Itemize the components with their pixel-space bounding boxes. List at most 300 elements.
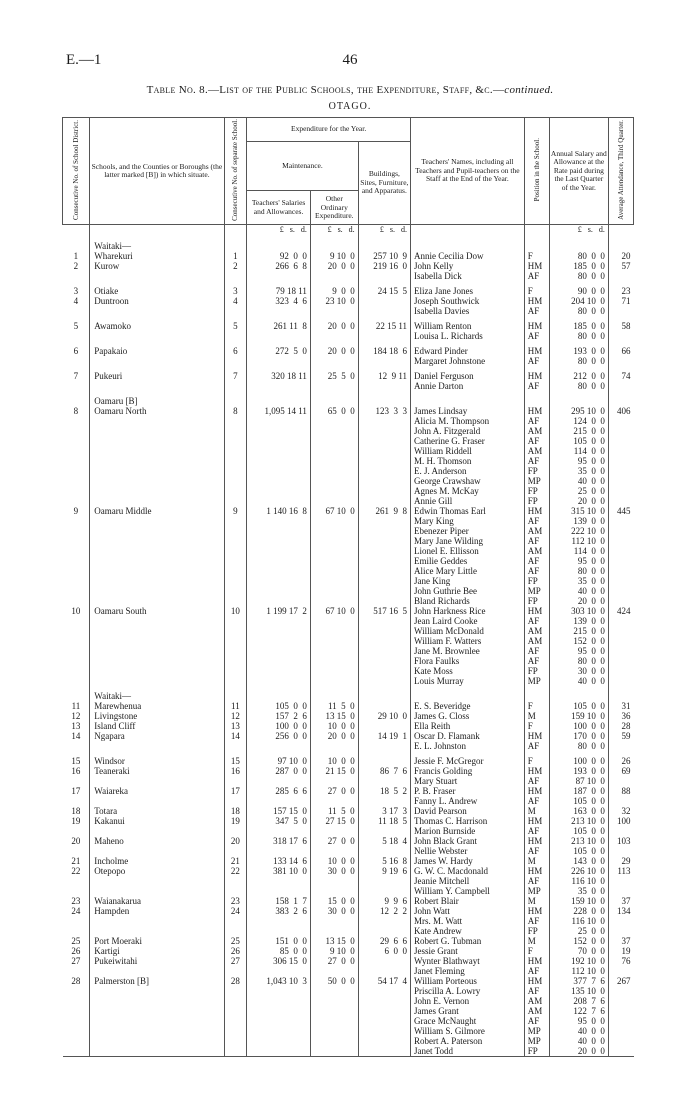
buildings-expenditure: 517 16 5 [358, 606, 410, 616]
header-annual-salary: Annual Salary and Allowance at the Rate paid during the Last Quarter of the Year. [549, 118, 608, 225]
teacher-name [411, 235, 525, 251]
header-attendance: Average Attendance, Third Quarter. [608, 118, 633, 225]
table-row [63, 235, 634, 251]
annual-salary: 143 0 0 [549, 856, 608, 866]
school-name [90, 916, 224, 926]
other-expenditure [310, 416, 358, 426]
annual-salary: 112 10 0 [549, 536, 608, 546]
annual-salary: 116 10 0 [549, 916, 608, 926]
teachers-salaries [247, 1026, 311, 1036]
teacher-position: HM [524, 506, 549, 516]
other-expenditure: 10 0 0 [310, 721, 358, 731]
teacher-name: Jean Laird Cooke [411, 616, 525, 626]
teacher-name: Nellie Webster [411, 846, 525, 856]
consecutive-number [63, 996, 90, 1006]
table-row [63, 846, 634, 856]
teacher-name [411, 686, 525, 701]
separate-school-number [224, 776, 247, 786]
table-row [63, 816, 634, 826]
school-name: Otiake [90, 281, 224, 296]
separate-school-number [224, 966, 247, 976]
school-name: Papakaio [90, 341, 224, 356]
teachers-salaries [247, 546, 311, 556]
consecutive-number: 20 [71, 836, 81, 847]
annual-salary: 20 0 0 [549, 596, 608, 606]
teacher-position: AF [524, 436, 549, 446]
separate-school-number: 21 [224, 856, 247, 866]
teacher-name: Janet Todd [411, 1046, 525, 1057]
school-name [90, 586, 224, 596]
table-row [63, 966, 634, 976]
teachers-salaries [247, 741, 311, 751]
buildings-expenditure [358, 886, 410, 896]
consecutive-number: 13 [71, 721, 81, 732]
consecutive-number [63, 416, 90, 426]
annual-salary: 187 0 0 [549, 786, 608, 796]
separate-school-number [224, 1036, 247, 1046]
annual-salary: 215 0 0 [549, 426, 608, 436]
table-row [63, 476, 634, 486]
separate-school-number [224, 426, 247, 436]
table-row [63, 331, 634, 341]
annual-salary: 112 10 0 [549, 966, 608, 976]
teacher-position: F [524, 751, 549, 766]
other-expenditure: 67 10 0 [310, 606, 358, 616]
teacher-name: P. B. Fraser [411, 786, 525, 796]
teacher-position: HM [524, 606, 549, 616]
teachers-salaries [247, 391, 311, 406]
teachers-salaries [247, 446, 311, 456]
teacher-name: Agnes M. McKay [411, 486, 525, 496]
teacher-position: HM [524, 261, 549, 271]
average-attendance [608, 436, 633, 446]
teachers-salaries [247, 1016, 311, 1026]
table-row [63, 856, 634, 866]
separate-school-number: 10 [224, 606, 247, 616]
separate-school-number [224, 356, 247, 366]
school-name: Waiareka [90, 786, 224, 796]
average-attendance: 26 [608, 751, 633, 766]
header-position: Position in the School. [524, 118, 549, 225]
buildings-expenditure [358, 356, 410, 366]
buildings-expenditure: 6 0 0 [358, 946, 410, 956]
annual-salary: 105 0 0 [549, 846, 608, 856]
teachers-salaries: 1,043 10 3 [247, 976, 311, 986]
buildings-expenditure [358, 426, 410, 436]
school-name [90, 566, 224, 576]
teachers-salaries [247, 586, 311, 596]
annual-salary: 105 0 0 [549, 826, 608, 836]
annual-salary: 114 0 0 [549, 546, 608, 556]
separate-school-number [224, 876, 247, 886]
other-expenditure [310, 566, 358, 576]
teachers-salaries [247, 676, 311, 686]
average-attendance: 20 [608, 251, 633, 261]
school-name [90, 1036, 224, 1046]
teacher-position: AF [524, 306, 549, 316]
teachers-salaries [247, 626, 311, 636]
school-name: Totara [90, 806, 224, 816]
average-attendance [608, 741, 633, 751]
separate-school-number [224, 916, 247, 926]
annual-salary: 40 0 0 [549, 476, 608, 486]
teachers-salaries [247, 235, 311, 251]
teacher-name: James Lindsay [411, 406, 525, 416]
other-expenditure [310, 486, 358, 496]
consecutive-number [63, 486, 90, 496]
school-name [90, 636, 224, 646]
buildings-expenditure [358, 271, 410, 281]
separate-school-number: 3 [224, 281, 247, 296]
annual-salary: 100 0 0 [549, 721, 608, 731]
other-expenditure [310, 356, 358, 366]
consecutive-number [63, 1026, 90, 1036]
other-expenditure [310, 526, 358, 536]
consecutive-number [63, 586, 90, 596]
buildings-expenditure [358, 536, 410, 546]
table-title [0, 84, 700, 96]
teacher-name: Isabella Davies [411, 306, 525, 316]
school-name [90, 306, 224, 316]
separate-school-number [224, 686, 247, 701]
school-name [90, 546, 224, 556]
buildings-expenditure [358, 1016, 410, 1026]
separate-school-number [224, 566, 247, 576]
consecutive-number [63, 566, 90, 576]
currency-salaries: £ s. d. [247, 225, 311, 236]
other-expenditure: 9 10 0 [310, 251, 358, 261]
table-row [63, 916, 634, 926]
table-title-continued: continued. [504, 84, 554, 96]
average-attendance [608, 656, 633, 666]
teacher-position: AM [524, 526, 549, 536]
teacher-name: John Black Grant [411, 836, 525, 846]
annual-salary: 30 0 0 [549, 666, 608, 676]
teacher-name: Bland Richards [411, 596, 525, 606]
school-name: Hampden [90, 906, 224, 916]
separate-school-number [224, 796, 247, 806]
other-expenditure: 11 5 0 [310, 806, 358, 816]
table-row [63, 986, 634, 996]
teacher-name: Fanny L. Andrew [411, 796, 525, 806]
teachers-salaries [247, 1006, 311, 1016]
school-name: Marewhenua [90, 701, 224, 711]
table-row [63, 356, 634, 366]
teachers-salaries [247, 436, 311, 446]
teacher-name: John Kelly [411, 261, 525, 271]
average-attendance: 76 [608, 956, 633, 966]
consecutive-number: 14 [71, 731, 81, 742]
school-name: Maheno [90, 836, 224, 846]
teacher-name: Annie Darton [411, 381, 525, 391]
other-expenditure: 27 0 0 [310, 956, 358, 966]
average-attendance [608, 391, 633, 406]
average-attendance [608, 235, 633, 251]
table-row [63, 946, 634, 956]
teacher-position: AF [524, 1016, 549, 1026]
buildings-expenditure [358, 1036, 410, 1046]
school-name [90, 526, 224, 536]
table-row [63, 1026, 634, 1036]
table-title-main: Table No. 8.—List of the Public Schools, the Expenditure, Staff, &c.— [146, 84, 505, 96]
table-row [63, 536, 634, 546]
annual-salary: 25 0 0 [549, 926, 608, 936]
teacher-position: HM [524, 406, 549, 416]
annual-salary: 295 10 0 [549, 406, 608, 416]
teachers-salaries [247, 996, 311, 1006]
annual-salary: 25 0 0 [549, 486, 608, 496]
annual-salary: 40 0 0 [549, 586, 608, 596]
average-attendance [608, 636, 633, 646]
average-attendance [608, 426, 633, 436]
average-attendance: 69 [608, 766, 633, 776]
teacher-position: AM [524, 626, 549, 636]
average-attendance: 113 [608, 866, 633, 876]
consecutive-number [63, 516, 90, 526]
annual-salary: 222 10 0 [549, 526, 608, 536]
consecutive-number [63, 1046, 90, 1057]
annual-salary: 80 0 0 [549, 271, 608, 281]
school-name: Pukeuri [90, 366, 224, 381]
separate-school-number [224, 486, 247, 496]
separate-school-number [224, 676, 247, 686]
buildings-expenditure [358, 556, 410, 566]
teacher-name: James Grant [411, 1006, 525, 1016]
average-attendance: 37 [608, 936, 633, 946]
teacher-name: E. L. Johnston [411, 741, 525, 751]
teacher-name: William S. Gilmore [411, 1026, 525, 1036]
separate-school-number [224, 331, 247, 341]
teacher-name: Jessie Grant [411, 946, 525, 956]
other-expenditure [310, 306, 358, 316]
teacher-name: John Watt [411, 906, 525, 916]
table-row [63, 251, 634, 261]
buildings-expenditure [358, 416, 410, 426]
separate-school-number: 16 [224, 766, 247, 776]
other-expenditure [310, 1046, 358, 1057]
consecutive-number [63, 616, 90, 626]
annual-salary: 215 0 0 [549, 626, 608, 636]
average-attendance: 57 [608, 261, 633, 271]
annual-salary: 139 0 0 [549, 616, 608, 626]
buildings-expenditure [358, 616, 410, 626]
school-name [90, 476, 224, 486]
average-attendance [608, 886, 633, 896]
teachers-salaries [247, 576, 311, 586]
table-row [63, 1046, 634, 1057]
other-expenditure [310, 331, 358, 341]
teachers-salaries: 256 0 0 [247, 731, 311, 741]
teachers-salaries [247, 516, 311, 526]
schools-table [62, 117, 634, 1057]
teacher-name: William F. Watters [411, 636, 525, 646]
teacher-name: Marion Burnside [411, 826, 525, 836]
teachers-salaries [247, 1046, 311, 1057]
annual-salary: 100 0 0 [549, 751, 608, 766]
buildings-expenditure: 54 17 4 [358, 976, 410, 986]
consecutive-number [63, 966, 90, 976]
other-expenditure: 27 0 0 [310, 836, 358, 846]
other-expenditure: 20 0 0 [310, 261, 358, 271]
header-separate-school: Consecutive No. of separate School. [224, 118, 247, 225]
school-name [90, 1006, 224, 1016]
average-attendance [608, 616, 633, 626]
buildings-expenditure [358, 826, 410, 836]
buildings-expenditure: 257 10 9 [358, 251, 410, 261]
teachers-salaries: 1 140 16 8 [247, 506, 311, 516]
buildings-expenditure [358, 296, 410, 306]
buildings-expenditure [358, 846, 410, 856]
consecutive-number: 19 [71, 816, 81, 827]
table-row [63, 446, 634, 456]
school-name [90, 876, 224, 886]
separate-school-number: 8 [224, 406, 247, 416]
header-maintenance: Maintenance. [247, 142, 358, 191]
average-attendance: 88 [608, 786, 633, 796]
table-row [63, 546, 634, 556]
separate-school-number [224, 666, 247, 676]
annual-salary: 135 10 0 [549, 986, 608, 996]
school-name [90, 271, 224, 281]
consecutive-number: 8 [73, 406, 79, 417]
teacher-position: MP [524, 886, 549, 896]
teachers-salaries [247, 916, 311, 926]
consecutive-number: 15 [71, 756, 81, 767]
teacher-position: FP [524, 496, 549, 506]
annual-salary: 105 0 0 [549, 796, 608, 806]
other-expenditure: 27 15 0 [310, 816, 358, 826]
annual-salary: 80 0 0 [549, 381, 608, 391]
separate-school-number: 9 [224, 506, 247, 516]
teacher-position: F [524, 251, 549, 261]
teachers-salaries [247, 986, 311, 996]
teachers-salaries [247, 556, 311, 566]
other-expenditure [310, 1016, 358, 1026]
school-name [90, 466, 224, 476]
teacher-position: AF [524, 966, 549, 976]
teachers-salaries: 157 2 6 [247, 711, 311, 721]
other-expenditure: 67 10 0 [310, 506, 358, 516]
buildings-expenditure [358, 466, 410, 476]
school-name: Oamaru South [90, 606, 224, 616]
consecutive-number: 3 [73, 286, 79, 297]
separate-school-number [224, 496, 247, 506]
teacher-position: MP [524, 1036, 549, 1046]
teacher-name: Wynter Blathwayt [411, 956, 525, 966]
teacher-name: Margaret Johnstone [411, 356, 525, 366]
teachers-salaries: 158 1 7 [247, 896, 311, 906]
separate-school-number [224, 436, 247, 446]
teacher-position: HM [524, 956, 549, 966]
annual-salary [549, 235, 608, 251]
average-attendance [608, 331, 633, 341]
annual-salary: 80 0 0 [549, 656, 608, 666]
other-expenditure [310, 596, 358, 606]
teacher-position: M [524, 856, 549, 866]
average-attendance [608, 1036, 633, 1046]
other-expenditure [310, 516, 358, 526]
teachers-salaries [247, 876, 311, 886]
buildings-expenditure [358, 721, 410, 731]
consecutive-number: 24 [71, 906, 81, 917]
other-expenditure [310, 536, 358, 546]
other-expenditure [310, 271, 358, 281]
average-attendance: 71 [608, 296, 633, 306]
other-expenditure [310, 776, 358, 786]
buildings-expenditure: 5 16 8 [358, 856, 410, 866]
teacher-name: Robert Blair [411, 896, 525, 906]
separate-school-number [224, 886, 247, 896]
table-row [63, 586, 634, 596]
teachers-salaries [247, 381, 311, 391]
average-attendance: 32 [608, 806, 633, 816]
annual-salary [549, 686, 608, 701]
average-attendance [608, 416, 633, 426]
table-row [63, 281, 634, 296]
average-attendance [608, 466, 633, 476]
school-name [90, 456, 224, 466]
other-expenditure [310, 235, 358, 251]
annual-salary: 124 0 0 [549, 416, 608, 426]
buildings-expenditure [358, 566, 410, 576]
teachers-salaries: 320 18 11 [247, 366, 311, 381]
teacher-name: Jeanie Mitchell [411, 876, 525, 886]
table-row [63, 701, 634, 711]
consecutive-number [63, 556, 90, 566]
teacher-position: HM [524, 836, 549, 846]
annual-salary: 116 10 0 [549, 876, 608, 886]
consecutive-number: 10 [71, 606, 81, 617]
annual-salary: 105 0 0 [549, 436, 608, 446]
consecutive-number [63, 646, 90, 656]
other-expenditure [310, 391, 358, 406]
school-name: Waitaki— [90, 686, 224, 701]
teacher-name: Thomas C. Harrison [411, 816, 525, 826]
school-name [90, 446, 224, 456]
teacher-name [411, 391, 525, 406]
average-attendance [608, 1006, 633, 1016]
teachers-salaries [247, 536, 311, 546]
teachers-salaries [247, 846, 311, 856]
separate-school-number: 5 [224, 316, 247, 331]
teacher-position: FP [524, 466, 549, 476]
school-name [90, 1046, 224, 1057]
teacher-position: AM [524, 546, 549, 556]
annual-salary: 122 7 6 [549, 1006, 608, 1016]
buildings-expenditure [358, 436, 410, 446]
teachers-salaries [247, 926, 311, 936]
teacher-name: Mary Stuart [411, 776, 525, 786]
other-expenditure: 15 0 0 [310, 896, 358, 906]
consecutive-number [63, 546, 90, 556]
other-expenditure: 13 15 0 [310, 711, 358, 721]
teacher-name: Oscar D. Flamank [411, 731, 525, 741]
consecutive-number: 1 [73, 251, 79, 262]
average-attendance [608, 916, 633, 926]
teacher-name: Louis Murray [411, 676, 525, 686]
other-expenditure [310, 1006, 358, 1016]
school-name [90, 1016, 224, 1026]
teacher-name: Edwin Thomas Earl [411, 506, 525, 516]
separate-school-number [224, 1026, 247, 1036]
teachers-salaries [247, 646, 311, 656]
annual-salary: 80 0 0 [549, 356, 608, 366]
school-name: Wharekuri [90, 251, 224, 261]
teacher-position: HM [524, 786, 549, 796]
buildings-expenditure [358, 656, 410, 666]
teacher-position [524, 686, 549, 701]
teacher-name: Louisa L. Richards [411, 331, 525, 341]
